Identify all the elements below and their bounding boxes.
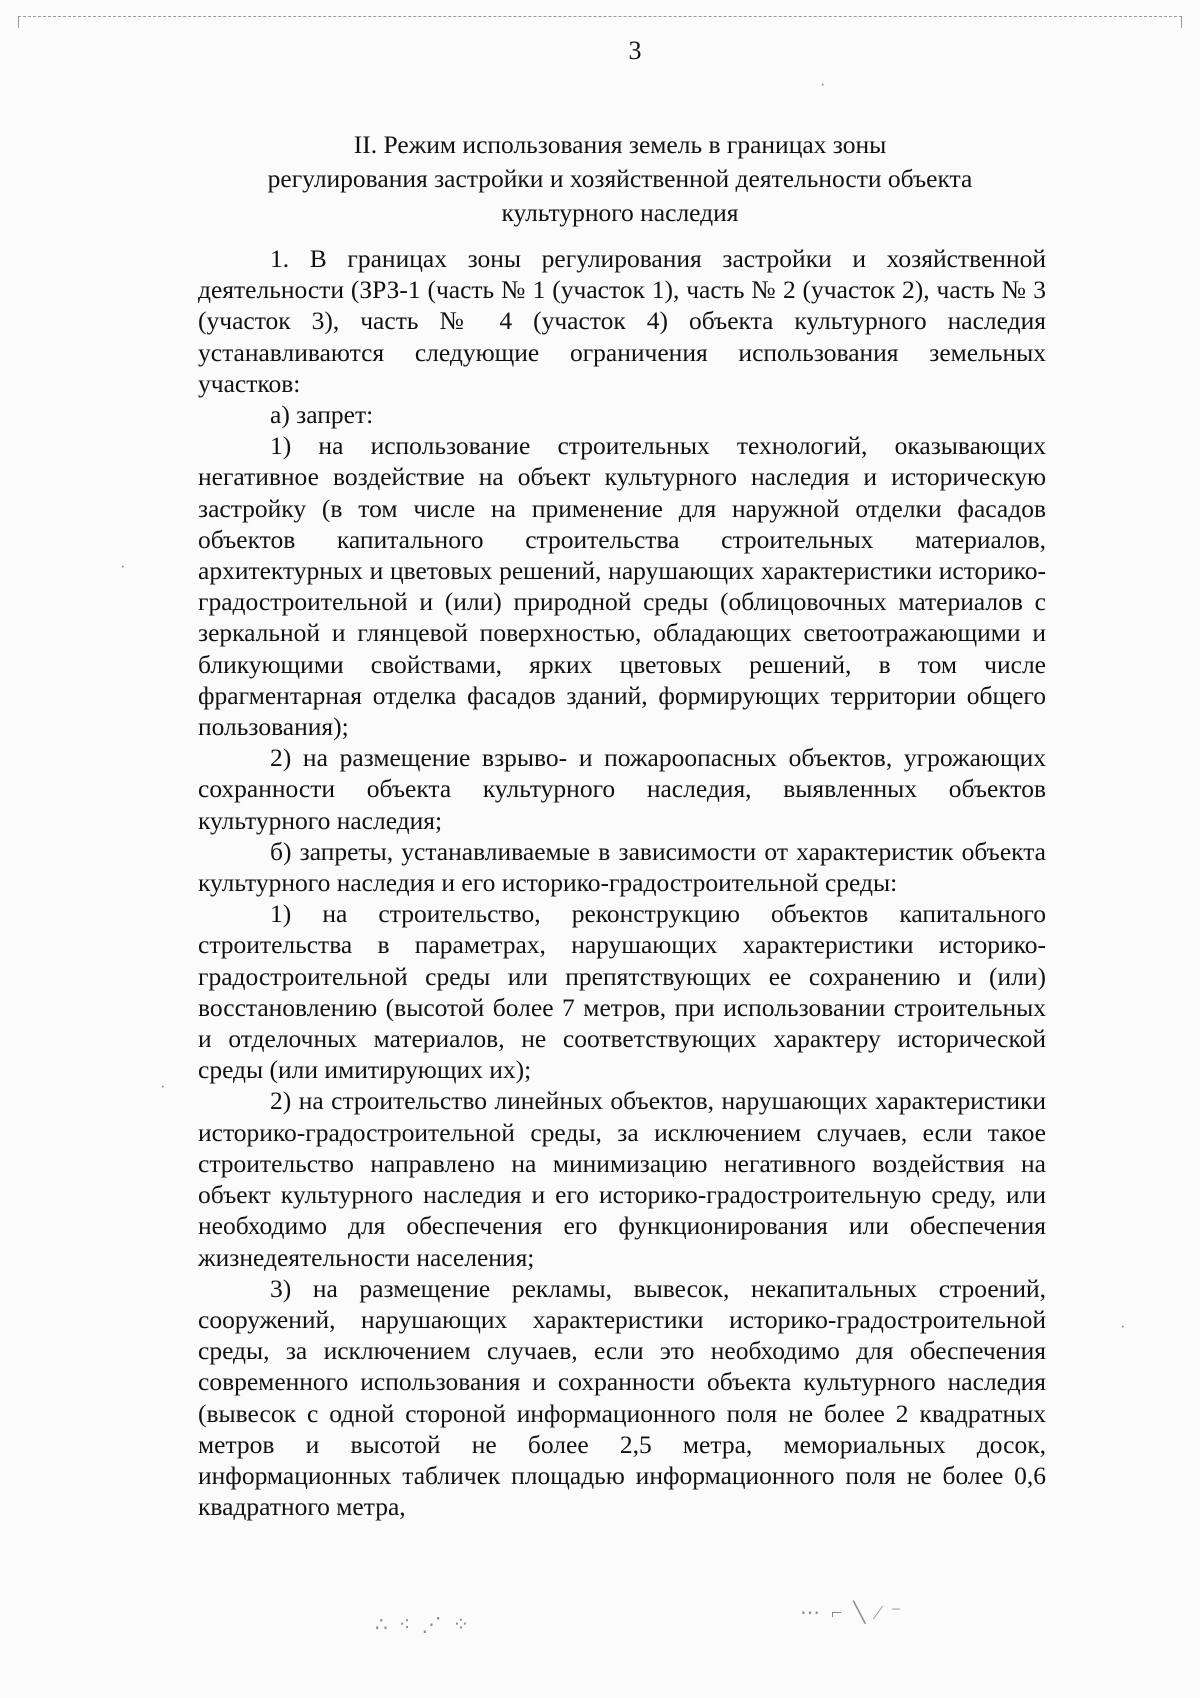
scan-speck: · — [160, 1079, 166, 1096]
heading-line-1: II. Режим использования земель в границах зоны — [353, 130, 887, 159]
scan-right-border — [1181, 16, 1182, 28]
paragraph-b-prohibitions: б) запреты, устанавливаемые в зависимости от характеристик объекта культурного наследия и его историко-градостроительной среды: — [198, 836, 1046, 898]
paragraph-b-2: 2) на строительство линейных объектов, нарушающих характеристики историко-градостроительной среды, за исключением случаев, если такое строительство направлено на минимизацию негативного воздействия на объект культурного наследия и его историко-градостроительную среду, или необходимо для обеспечения его функционирования или обеспечения жизнедеятельности населения; — [198, 1086, 1046, 1272]
heading-line-3: культурного наследия — [501, 198, 739, 227]
section-heading — [200, 128, 1040, 230]
faint-stamp-mark: ∴ ⁖ ⋰ ⁘ — [375, 1614, 473, 1636]
scan-top-border — [18, 16, 1182, 17]
paragraph-b-1: 1) на строительство, реконструкцию объектов капитального строительства в параметрах, нарушающих характеристики историко-градостроительной среды или препятствующих ее сохранению и (или) восстановлению (высотой более 7 метров, при использовании строительных и отделочных материалов, не соответствующих характеру исторической среды (или имитирующих их); — [198, 899, 1046, 1085]
page-number: 3 — [628, 36, 642, 65]
paragraph-a-1: 1) на использование строительных технологий, оказывающих негативное воздействие на объект культурного наследия и историческую застройку (в том числе на применение для наружной отделки фасадов объектов капитального строительства строительных материалов, архитектурных и цветовых решений, нарушающих характеристики историко-градостроительной и (или) природной среды (облицовочных материалов с зеркальной и глянцевой поверхностью, обладающих светоотражающими и бликующими свойствами, ярких цветовых решений, в том числе фрагментарная отделка фасадов зданий, формирующих территории общего пользования); — [198, 431, 1046, 742]
scan-speck: · — [1120, 1319, 1126, 1336]
paragraph-intro: 1. В границах зоны регулирования застройки и хозяйственной деятельности (ЗРЗ-1 (часть № 1 (участок 1), часть № 2 (участок 2), часть № 3 (участок 3), часть № 4 (участок 4) объекта культурного наследия устанавливаются следующие ограничения использования земельных участков: — [198, 244, 1046, 398]
faint-signature-mark: ⋯ ⌐ ╲ ∕ ⁻ — [800, 1602, 905, 1624]
scan-speck: · — [120, 559, 126, 576]
paragraph-a-2: 2) на размещение взрыво- и пожароопасных объектов, угрожающих сохранности объекта культурного наследия, выявленных объектов культурного наследия; — [198, 743, 1046, 835]
heading-line-2: регулирования застройки и хозяйственной деятельности объекта — [267, 164, 973, 193]
scan-left-border — [18, 16, 19, 28]
paragraph-b-3: 3) на размещение рекламы, вывесок, некапитальных строений, сооружений, нарушающих характеристики историко-градостроительной среды, за исключением случаев, если это необходимо для обеспечения современного использования и сохранности объекта культурного наследия (вывесок с одной стороной информационного поля не более 2 квадратных метров и высотой не более 2,5 метра, мемориальных досок, информационных табличек площадью информационного поля не более 0,6 квадратного метра, — [198, 1273, 1046, 1522]
document-body — [198, 243, 1046, 1522]
scan-speck: · — [820, 77, 826, 94]
paragraph-a-prohibition: а) запрет: — [270, 400, 374, 430]
